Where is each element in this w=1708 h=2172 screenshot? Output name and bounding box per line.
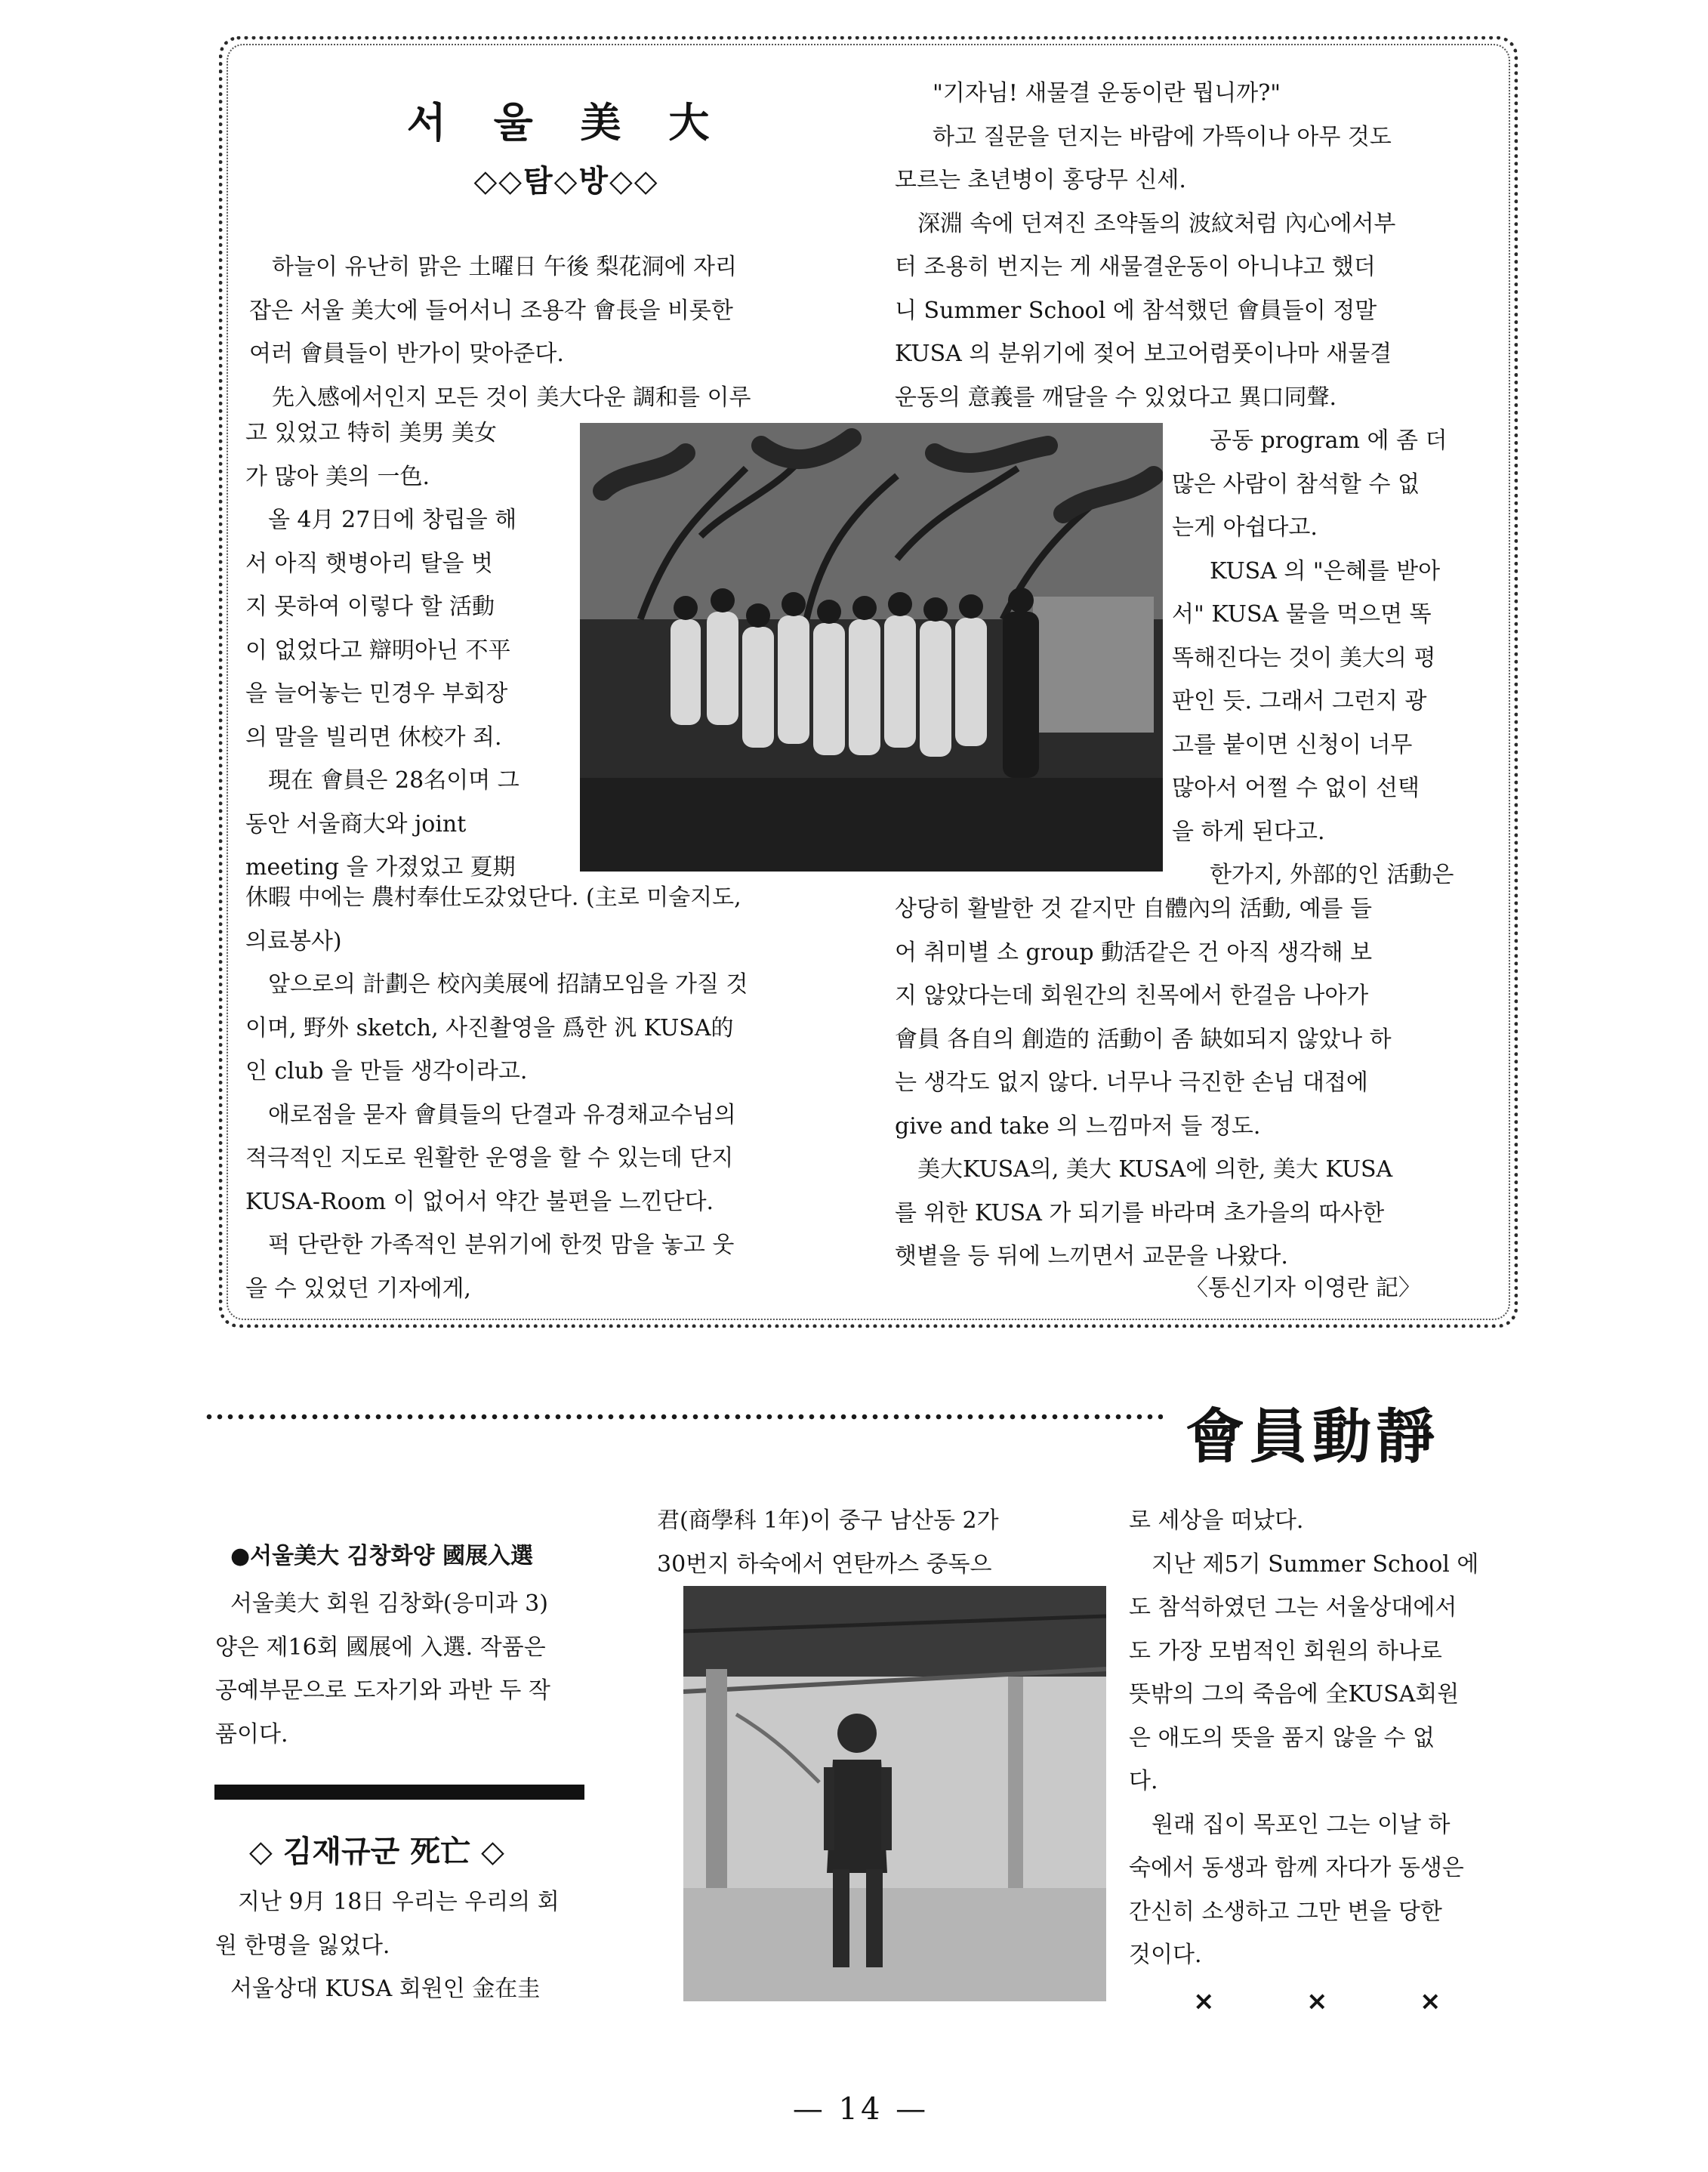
text-line: 햇볕을 등 뒤에 느끼면서 교문을 나왔다. (895, 1243, 1288, 1270)
text-line: 모르는 초년병이 홍당무 신세. (895, 167, 1186, 193)
byline: 〈통신기자 이영란 記〉 (1185, 1275, 1421, 1301)
text-line: 원래 집이 목포인 그는 이날 하 (1152, 1811, 1451, 1838)
text-line: 30번지 하숙에서 연탄까스 중독으 (657, 1550, 992, 1578)
text-line: 서울상대 KUSA 회원인 金在圭 (230, 1976, 541, 2002)
text-line: 도 가장 모범적인 회원의 하나로 (1129, 1637, 1442, 1664)
text-line: 深淵 속에 던져진 조약돌의 波紋처럼 內心에서부 (917, 210, 1396, 237)
text-line: 美大KUSA의, 美大 KUSA에 의한, 美大 KUSA (917, 1156, 1393, 1183)
text-line: 동안 서울商大와 joint (245, 810, 467, 838)
text-line: "기자님! 새물결 운동이란 뭡니까?" (933, 80, 1281, 106)
text-line: 이 없었다고 辯明아닌 不平 (245, 637, 511, 664)
text-line: 원 한명을 잃었다. (215, 1932, 390, 1959)
group-photo (580, 423, 1163, 872)
text-line: 퍽 단란한 가족적인 분위기에 한껏 맘을 놓고 웃 (268, 1232, 735, 1258)
text-line: 先入感에서인지 모든 것이 美大다운 調和를 이루 (272, 384, 751, 411)
text-line: 공동 program 에 좀 더 (1210, 427, 1447, 454)
separator-mark: × (1420, 1986, 1441, 2016)
news2-middle-body (657, 1499, 1080, 1586)
text-line: 고 있었고 特히 美男 美女 (245, 420, 498, 446)
text-line: KUSA 의 "은혜를 받아 (1210, 557, 1441, 585)
text-line: 어 취미별 소 group 動活같은 건 아직 생각해 보 (895, 939, 1373, 966)
text-line: 를 위한 KUSA 가 되기를 바라며 초가을의 따사한 (895, 1199, 1385, 1226)
news2-headline: ◇ 김재규군 死亡 ◇ (249, 1834, 504, 1869)
page-number: — 14 — (792, 2092, 930, 2127)
text-line: KUSA 의 분위기에 젖어 보고어렴풋이나마 새물결 (895, 341, 1392, 367)
text-line: 서" KUSA 물을 먹으면 똑 (1172, 601, 1432, 628)
left-column-narrow (245, 412, 563, 890)
text-line: meeting 을 가졌었고 夏期 (245, 854, 516, 881)
text-line: 지난 9月 18日 우리는 우리의 회 (238, 1889, 560, 1915)
text-line: 을 늘어놓는 민경우 부회장 (245, 680, 508, 707)
article-subtitle: ◇◇탐◇방◇◇ (473, 164, 659, 199)
news2-left-body (215, 1880, 608, 2011)
section-divider-band (204, 1414, 1163, 1420)
text-line: 現在 會員은 28名이며 그 (268, 767, 519, 794)
text-line: 품이다. (215, 1720, 288, 1748)
text-line: 하고 질문을 던지는 바람에 가뜩이나 아무 것도 (933, 123, 1392, 150)
text-line: 많은 사람이 참석할 수 없 (1172, 470, 1420, 498)
text-line: 는게 아쉽다고. (1172, 514, 1318, 541)
text-line: 지 못하여 이렇다 할 活動 (245, 594, 495, 620)
text-line: 이며, 野外 sketch, 사진촬영을 爲한 汎 KUSA的 (245, 1014, 734, 1041)
portrait-photo-image (683, 1586, 1106, 2001)
text-line: 은 애도의 뜻을 품지 않을 수 없 (1129, 1724, 1435, 1751)
text-line: 의 말을 빌리면 休校가 죄. (245, 723, 502, 751)
text-line: 가 많아 美의 一色. (245, 463, 430, 490)
text-line: 會員 各自의 創造的 活動이 좀 缺如되지 않았나 하 (895, 1026, 1392, 1053)
article-title: 서 울 美 大 (406, 99, 726, 147)
text-line: 것이다. (1129, 1942, 1202, 1968)
text-line: 간신히 소생하고 그만 변을 당한 (1129, 1898, 1442, 1925)
text-line: 지 않았다는데 회원간의 친목에서 한걸음 나아가 (895, 983, 1369, 1009)
news1-headline: ●서울美大 김창화양 國展入選 (230, 1543, 533, 1569)
text-line: give and take 의 느낌마저 들 정도. (895, 1112, 1261, 1140)
news1-body (215, 1582, 608, 1756)
text-line: 운동의 意義를 깨달을 수 있었다고 異口同聲. (895, 384, 1336, 411)
text-line: 많아서 어쩔 수 없이 선택 (1172, 775, 1420, 801)
text-line: 의료봉사) (245, 927, 342, 955)
text-line: 도 참석하였던 그는 서울상대에서 (1129, 1594, 1457, 1621)
text-line: 똑해진다는 것이 美大의 평 (1172, 644, 1436, 671)
text-line: 는 생각도 없지 않다. 너무나 극진한 손님 대접에 (895, 1069, 1368, 1096)
text-line: 君(商學科 1年)이 중구 남산동 2가 (657, 1507, 999, 1534)
text-line: 상당히 활발한 것 같지만 自體內의 活動, 예를 들 (895, 896, 1373, 922)
text-line: 을 수 있었던 기자에게, (245, 1275, 471, 1302)
portrait-photo (683, 1586, 1106, 2001)
separator-mark: × (1193, 1986, 1215, 2016)
text-line: 로 세상을 떠났다. (1129, 1507, 1304, 1534)
left-column-top (249, 245, 846, 419)
separator-mark: × (1306, 1986, 1328, 2016)
text-line: 서 아직 햇병아리 탈을 벗 (245, 550, 493, 577)
right-column-top (895, 72, 1499, 419)
news2-right-body (1129, 1499, 1521, 1977)
text-line: 休暇 中에는 農村奉仕도갔었단다. (主로 미술지도, (245, 884, 741, 911)
text-line: 다. (1129, 1768, 1158, 1794)
group-photo-image (580, 423, 1163, 872)
text-line: 올 4月 27日에 창립을 해 (268, 507, 517, 533)
text-line: 하늘이 유난히 맑은 土曜日 午後 梨花洞에 자리 (272, 254, 737, 280)
text-line: 공예부문으로 도자기와 과반 두 작 (215, 1677, 550, 1704)
text-line: 여러 會員들이 반가이 맞아준다. (249, 341, 564, 367)
text-line: KUSA-Room 이 없어서 약간 불편을 느낀단다. (245, 1188, 714, 1215)
text-line: 한가지, 外部的인 活動은 (1210, 862, 1454, 888)
text-line: 뜻밖의 그의 죽음에 全KUSA회원 (1129, 1681, 1460, 1708)
text-line: 애로점을 묻자 會員들의 단결과 유경채교수님의 (268, 1101, 736, 1128)
text-line: 니 Summer School 에 참석했던 會員들이 정말 (895, 297, 1377, 324)
text-line: 숙에서 동생과 함께 자다가 동생은 (1129, 1855, 1464, 1881)
text-line: 적극적인 지도로 원활한 운영을 할 수 있는데 단지 (245, 1145, 734, 1171)
section-title: 會員動靜 (1185, 1403, 1440, 1471)
text-line: 지난 제5기 Summer School 에 (1152, 1550, 1479, 1578)
text-line: 인 club 을 만들 생각이라고. (245, 1058, 528, 1084)
text-line: 잡은 서울 美大에 들어서니 조용각 會長을 비롯한 (249, 297, 733, 324)
text-line: 고를 붙이면 신청이 너무 (1172, 731, 1413, 758)
black-rule (214, 1785, 584, 1800)
left-column-bottom (245, 876, 849, 1310)
text-line: 터 조용히 번지는 게 새물결운동이 아니냐고 했더 (895, 254, 1376, 280)
text-line: 판인 듯. 그래서 그런지 광 (1172, 688, 1427, 714)
text-line: 앞으로의 計劃은 校內美展에 招請모임을 가질 것 (268, 971, 748, 998)
right-column-bottom (895, 887, 1499, 1279)
text-line: 을 하게 된다고. (1172, 818, 1325, 845)
right-column-narrow (1172, 419, 1497, 897)
text-line: 양은 제16회 國展에 入選. 작품은 (215, 1634, 546, 1661)
text-line: 서울美大 회원 김창화(응미과 3) (230, 1590, 548, 1617)
